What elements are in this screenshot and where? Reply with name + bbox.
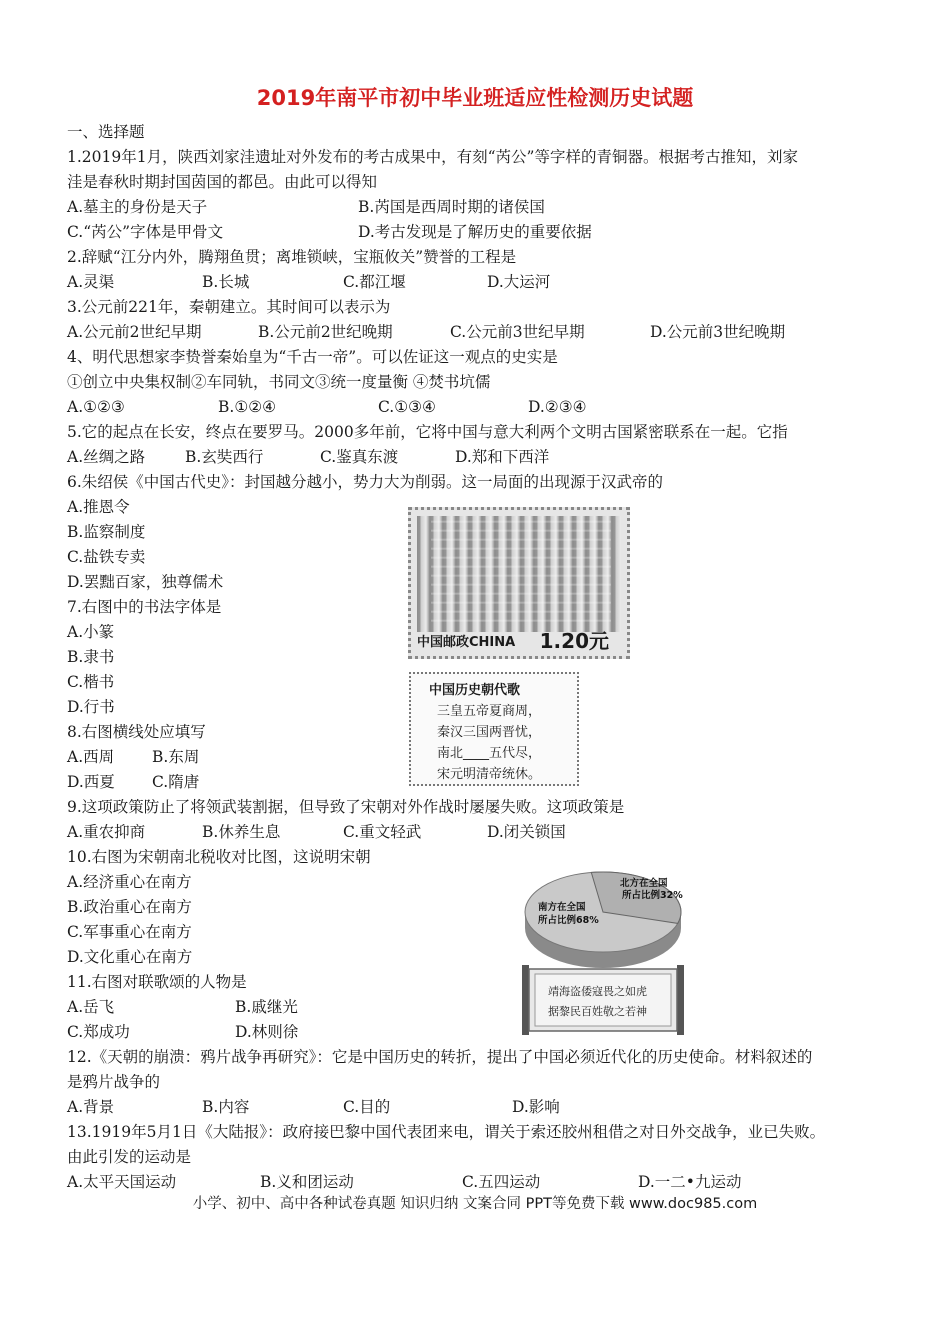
q9-option-a: A.重农抑商 [67,823,146,841]
poem-line-2: 秦汉三国两晋忧， [437,725,542,740]
q2-stem: 2.辞赋“江分内外，腾翔鱼贯；离堆锁峡，宝瓶攸关”赞誉的工程是 [67,248,517,266]
q1-option-b: B.芮国是西周时期的诸侯国 [358,198,545,216]
q13-option-a: A.太平天国运动 [67,1173,177,1191]
q2-option-b: B.长城 [202,273,250,291]
q13-stem-line1: 13.1919年5月1日《大陆报》：政府接巴黎中国代表团来电，谓关于索还胶州租借之对日外交战争，业已失败。 [67,1123,826,1141]
q6-option-b: B.监察制度 [67,523,146,541]
scroll-rod-left [522,965,529,1035]
couplet-line-1: 靖海盗倭寇畏之如虎 [548,985,647,998]
poem-line-4: 宋元明清帝统休。 [437,767,542,782]
q1-option-d: D.考古发现是了解历史的重要依据 [358,223,592,241]
q13-stem-line2: 由此引发的运动是 [67,1148,192,1166]
q13-option-b: B.义和团运动 [260,1173,354,1191]
poem-title: 中国历史朝代歌 [429,683,521,698]
q6-option-d: D.罢黜百家，独尊儒术 [67,573,224,591]
q13-option-c: C.五四运动 [462,1173,541,1191]
q11-option-c: C.郑成功 [67,1023,130,1041]
q2-option-c: C.都江堰 [343,273,406,291]
q7-stem: 7.右图中的书法字体是 [67,598,222,616]
q8-option-d: C.隋唐 [152,773,200,791]
q9-option-b: B.休养生息 [202,823,281,841]
q3-option-b: B.公元前2世纪晚期 [258,323,393,341]
q7-option-c: C.楷书 [67,673,115,691]
pie-label-north-1: 北方在全国 [620,878,668,889]
poem-line-3: 南北____五代尽， [437,746,542,761]
q8-stem: 8.右图横线处应填写 [67,723,206,741]
stamp-country-label: 中国邮政CHINA [417,635,516,650]
q13-option-d: D.一二•九运动 [638,1173,742,1191]
q12-option-b: B.内容 [202,1098,250,1116]
q2-option-d: D.大运河 [487,273,551,291]
q10-option-c: C.军事重心在南方 [67,923,192,941]
q1-stem-line1: 1.2019年1月，陕西刘家洼遗址对外发布的考古成果中，有刻“芮公”等字样的青铜器。根据考古推知，刘家 [67,148,798,166]
q6-option-a: A.推恩令 [67,498,130,516]
q6-option-c: C.盐铁专卖 [67,548,146,566]
q7-option-d: D.行书 [67,698,115,716]
q8-option-c: D.西夏 [67,773,115,791]
q12-option-a: A.背景 [67,1098,115,1116]
q1-option-c: C.“芮公”字体是甲骨文 [67,223,224,241]
pie-label-south-1: 南方在全国 [538,902,586,913]
q10-stem: 10.右图为宋朝南北税收对比图，这说明宋朝 [67,848,371,866]
q5-option-b: B.玄奘西行 [185,448,264,466]
calligraphy-columns [431,518,611,628]
pie-label-south-2: 所占比例68% [538,915,599,926]
q1-option-a: A.墓主的身份是天子 [67,198,208,216]
q12-stem-line1: 12.《天朝的崩溃：鸦片战争再研究》：它是中国历史的转折，提出了中国必须近代化的历史使命。材料叙述的 [67,1048,813,1066]
q12-stem-line2: 是鸦片战争的 [67,1073,161,1091]
q5-stem: 5.它的起点在长安，终点在要罗马。2000多年前，它将中国与意大利两个文明古国紧密联系在一起。它指 [67,423,788,441]
q8-option-b: B.东周 [152,748,200,766]
q3-option-c: C.公元前3世纪早期 [450,323,585,341]
scroll-inner-border [535,974,671,1026]
section-heading: 一、选择题 [67,123,145,141]
tax-comparison-pie-chart [520,860,686,978]
q5-option-c: C.鉴真东渡 [320,448,399,466]
q4-option-d: D.②③④ [528,398,587,416]
q3-option-d: D.公元前3世纪晚期 [650,323,786,341]
q3-stem: 3.公元前221年，秦朝建立。其时间可以表示为 [67,298,391,316]
q4-option-a: A.①②③ [67,398,125,416]
q8-option-a: A.西周 [67,748,115,766]
q4-items: ①创立中央集权制②车同轨，书同文③统一度量衡 ④焚书坑儒 [67,373,491,391]
q4-stem: 4、明代思想家李贽誉秦始皇为“千古一帝”。可以佐证这一观点的史实是 [67,348,558,366]
q6-stem: 6.朱绍侯《中国古代史》：封国越分越小，势力大为削弱。这一局面的出现源于汉武帝的 [67,473,664,491]
q4-option-c: C.①③④ [378,398,436,416]
q9-stem: 9.这项政策防止了将领武装割据，但导致了宋朝对外作战时屡屡失败。这项政策是 [67,798,625,816]
q11-option-a: A.岳飞 [67,998,115,1016]
q1-stem-line2: 洼是春秋时期封国茵国的都邑。由此可以得知 [67,173,378,191]
dynasty-poem-box [409,672,579,786]
q5-option-d: D.郑和下西洋 [455,448,550,466]
couplet-scroll-image [520,965,686,1035]
q9-option-d: D.闭关锁国 [487,823,566,841]
q11-stem: 11.右图对联歌颂的人物是 [67,973,247,991]
q7-option-b: B.隶书 [67,648,115,666]
q10-option-d: D.文化重心在南方 [67,948,193,966]
stamp-face-value: 1.20元 [539,629,609,653]
pie-label-north-2: 所占比例32% [622,890,683,901]
q4-option-b: B.①②④ [218,398,277,416]
q11-option-b: B.戚继光 [235,998,298,1016]
page-title: 2019年南平市初中毕业班适应性检测历史试题 [256,86,694,110]
q9-option-c: C.重文轻武 [343,823,422,841]
calligraphy-stamp-image [408,507,630,659]
q11-option-d: D.林则徐 [235,1023,299,1041]
q12-option-c: C.目的 [343,1098,391,1116]
q10-option-a: A.经济重心在南方 [67,873,192,891]
q2-option-a: A.灵渠 [67,273,115,291]
q3-option-a: A.公元前2世纪早期 [67,323,202,341]
q5-option-a: A.丝绸之路 [67,448,146,466]
page-footer: 小学、初中、高中各种试卷真题 知识归纳 文案合同 PPT等免费下载 www.doc985.com [192,1196,758,1212]
q12-option-d: D.影响 [512,1098,560,1116]
q10-option-b: B.政治重心在南方 [67,898,192,916]
couplet-line-2: 据黎民百姓敬之若神 [548,1005,647,1018]
poem-line-1: 三皇五帝夏商周， [437,704,542,719]
scroll-rod-right [677,965,684,1035]
q7-option-a: A.小篆 [67,623,115,641]
